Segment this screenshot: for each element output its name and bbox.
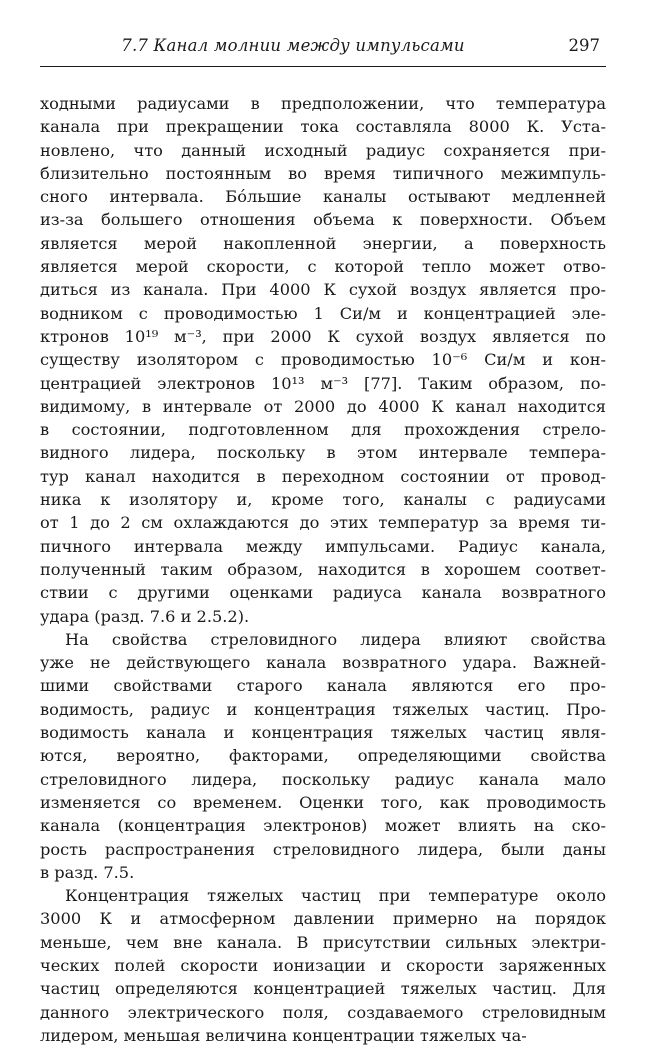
text-line: в разд. 7.5. (40, 862, 135, 882)
text-line: стреловидного лидера, поскольку радиус канала мало (40, 769, 606, 789)
paragraph (40, 92, 606, 628)
text-line: лидером, меньшая величина концентрации тяжелых ча- (40, 1025, 527, 1045)
text-line: существу изолятором с проводимостью 10⁻⁶ Си/м и кон- (40, 350, 606, 370)
text-line: изменяется со временем. Оценки того, как проводимость (40, 792, 606, 812)
paragraph (40, 628, 606, 884)
text-line: тур канал находится в переходном состоянии от провод- (40, 466, 606, 486)
text-line: пичного интервала между импульсами. Радиус канала, (40, 536, 606, 556)
text-line: меньше, чем вне канала. В присутствии сильных электри- (40, 932, 606, 952)
text-line: водимость канала и концентрация тяжелых частиц явля- (40, 723, 606, 743)
text-line: диться из канала. При 4000 К сухой воздух является про- (40, 280, 606, 300)
text-line: данного электрического поля, создаваемого стреловидным (40, 1002, 606, 1022)
text-line: ктронов 10¹⁹ м⁻³, при 2000 К сухой воздух является по (40, 326, 606, 346)
text-line: 3000 К и атмосферном давлении примерно на порядок (40, 909, 606, 929)
text-line: полученный таким образом, находится в хорошем соответ- (40, 559, 606, 579)
header-rule (40, 66, 606, 67)
text-line: канала при прекращении тока составляла 8000 К. Уста- (40, 117, 606, 137)
running-head (40, 36, 606, 62)
text-line: ствии с другими оценками радиуса канала возвратного (40, 583, 606, 603)
text-line: частиц определяются концентрацией тяжелых частиц. Для (40, 979, 606, 999)
text-line: является мерой накопленной энергии, а поверхность (40, 233, 606, 253)
text-line: в состоянии, подготовленном для прохождения стрело- (40, 420, 606, 440)
text-line: водником с проводимостью 1 Си/м и концентрацией эле- (40, 303, 606, 323)
text-line: сного интервала. Бо́льшие каналы остывают медленней (40, 187, 606, 207)
text-line: уже не действующего канала возвратного удара. Важней- (40, 653, 606, 673)
text-line: ходными радиусами в предположении, что температура (40, 94, 606, 113)
running-title: 7.7 Канал молнии между импульсами (121, 36, 465, 55)
text-line: является мерой скорости, с которой тепло может отво- (40, 257, 606, 277)
body-text (40, 92, 606, 1047)
text-line: видного лидера, поскольку в этом интервале темпера- (40, 443, 606, 463)
text-line: канала (концентрация электронов) может влиять на ско- (40, 816, 606, 836)
text-line: водимость, радиус и концентрация тяжелых частиц. Про- (40, 699, 606, 719)
text-line: Концентрация тяжелых частиц при температуре около (65, 886, 606, 906)
page-number: 297 (568, 36, 600, 55)
text-line: На свойства стреловидного лидера влияют свойства (65, 629, 606, 649)
text-line: удара (разд. 7.6 и 2.5.2). (40, 606, 250, 626)
text-line: ника к изолятору и, кроме того, каналы с радиусами (40, 490, 606, 510)
text-line: близительно постоянным во время типичного межимпуль- (40, 163, 606, 183)
text-line: из-за большего отношения объема к поверхности. Объем (40, 210, 606, 230)
text-line: видимому, в интервале от 2000 до 4000 К канал находится (40, 396, 606, 416)
text-line: ческих полей скорости ионизации и скорости заряженных (40, 955, 606, 975)
text-line: рость распространения стреловидного лидера, были даны (40, 839, 606, 859)
text-line: ются, вероятно, факторами, определяющими свойства (40, 746, 606, 766)
text-line: центрацией электронов 10¹³ м⁻³ [77]. Таким образом, по- (40, 373, 606, 393)
paragraph (40, 884, 606, 1047)
text-line: шими свойствами старого канала являются его про- (40, 676, 606, 696)
text-line: новлено, что данный исходный радиус сохраняется при- (40, 140, 606, 160)
text-line: от 1 до 2 см охлаждаются до этих температур за время ти- (40, 513, 606, 533)
